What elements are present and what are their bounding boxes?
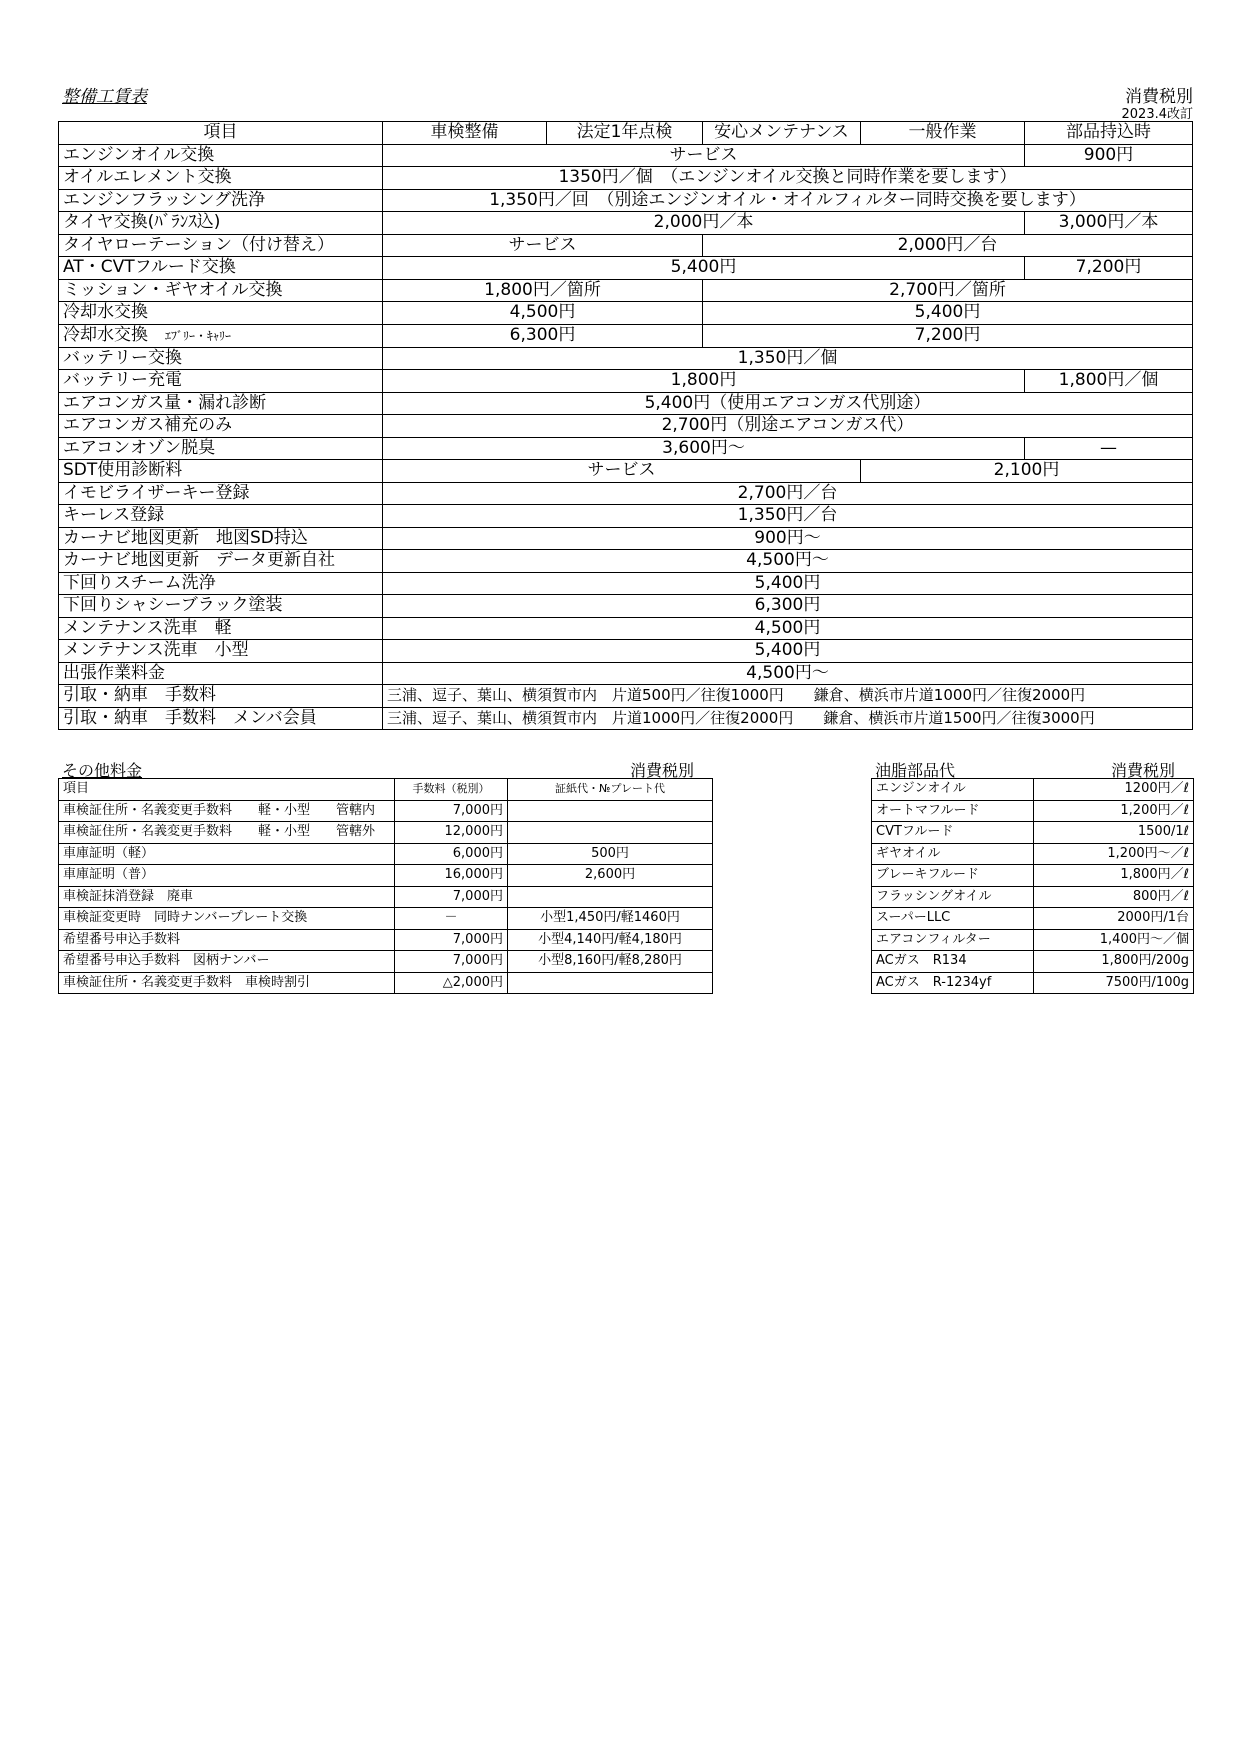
part-name: CVTフルード bbox=[872, 822, 1034, 844]
row-label: キーレス登録 bbox=[59, 505, 383, 528]
row-label: エンジンオイル交換 bbox=[59, 144, 383, 167]
table-row bbox=[59, 144, 1193, 167]
table-row bbox=[59, 302, 1193, 325]
price-cell: 5,400円（使用エアコンガス代別途） bbox=[383, 392, 1193, 415]
fee-amount: 7,000円 bbox=[395, 951, 508, 973]
fee-stamp-cost: 小型4,140円/軽4,180円 bbox=[508, 929, 713, 951]
table-row bbox=[59, 843, 713, 865]
fee-stamp-cost bbox=[508, 822, 713, 844]
fee-stamp-cost bbox=[508, 886, 713, 908]
part-price: 1,200円／ℓ bbox=[1034, 800, 1194, 822]
row-label: エアコンガス補充のみ bbox=[59, 415, 383, 438]
row-label: エアコンオゾン脱臭 bbox=[59, 437, 383, 460]
fee-amount: 6,000円 bbox=[395, 843, 508, 865]
part-price: 1,400円～／個 bbox=[1034, 929, 1194, 951]
part-name: ACガス R-1234yf bbox=[872, 972, 1034, 994]
price-cell: サービス bbox=[383, 460, 861, 483]
row-label: カーナビ地図更新 データ更新自社 bbox=[59, 550, 383, 573]
table-row bbox=[59, 257, 1193, 280]
table-header-row bbox=[59, 122, 1193, 145]
part-price: 1200円／ℓ bbox=[1034, 779, 1194, 801]
table-row bbox=[872, 908, 1194, 930]
price-cell: 3,000円／本 bbox=[1025, 212, 1193, 235]
fee-amount: 12,000円 bbox=[395, 822, 508, 844]
column-header: 法定1年点検 bbox=[547, 122, 703, 145]
fee-amount: － bbox=[395, 908, 508, 930]
price-cell: 1,350円／個 bbox=[383, 347, 1193, 370]
price-cell: 4,500円 bbox=[383, 302, 703, 325]
row-label: エンジンフラッシング洗浄 bbox=[59, 189, 383, 212]
table-row bbox=[59, 640, 1193, 663]
table-row bbox=[59, 437, 1193, 460]
price-cell: 5,400円 bbox=[383, 640, 1193, 663]
table-row bbox=[59, 189, 1193, 212]
table-row bbox=[59, 324, 1193, 347]
row-label: バッテリー交換 bbox=[59, 347, 383, 370]
price-cell: 7,200円 bbox=[703, 324, 1193, 347]
part-name: エアコンフィルター bbox=[872, 929, 1034, 951]
price-cell: サービス bbox=[383, 144, 1025, 167]
price-cell: 6,300円 bbox=[383, 324, 703, 347]
price-cell: 2,000円／本 bbox=[383, 212, 1025, 235]
price-cell: 900円 bbox=[1025, 144, 1193, 167]
other-fees-table bbox=[58, 778, 713, 994]
price-cell: 7,200円 bbox=[1025, 257, 1193, 280]
row-label-text: 冷却水交換 bbox=[63, 324, 148, 345]
fee-amount: 7,000円 bbox=[395, 929, 508, 951]
fee-stamp-cost bbox=[508, 972, 713, 994]
row-label: 引取・納車 手数料 メンバ会員 bbox=[59, 707, 383, 730]
column-header: 部品持込時 bbox=[1025, 122, 1193, 145]
part-price: 1,200円～／ℓ bbox=[1034, 843, 1194, 865]
row-label: AT・CVTフルード交換 bbox=[59, 257, 383, 280]
fee-stamp-cost bbox=[508, 800, 713, 822]
row-label: バッテリー充電 bbox=[59, 370, 383, 393]
row-label: 引取・納車 手数料 bbox=[59, 685, 383, 708]
fee-item: 車検証住所・名義変更手数料 軽・小型 管轄外 bbox=[59, 822, 395, 844]
fee-item: 希望番号申込手数料 bbox=[59, 929, 395, 951]
price-cell: 2,700円／箇所 bbox=[703, 279, 1193, 302]
price-cell: 5,400円 bbox=[383, 257, 1025, 280]
table-row bbox=[59, 167, 1193, 190]
table-row bbox=[59, 505, 1193, 528]
row-label: 出張作業料金 bbox=[59, 662, 383, 685]
table-row bbox=[59, 415, 1193, 438]
price-cell: 5,400円 bbox=[383, 572, 1193, 595]
column-header: 証紙代・№プレート代 bbox=[508, 779, 713, 801]
column-header: 車検整備 bbox=[383, 122, 547, 145]
price-cell: 三浦、逗子、葉山、横須賀市内 片道500円／往復1000円 鎌倉、横浜市片道1000円／往復2000円 bbox=[383, 685, 1193, 708]
row-label: エアコンガス量・漏れ診断 bbox=[59, 392, 383, 415]
table-row bbox=[59, 908, 713, 930]
price-cell: — bbox=[1025, 437, 1193, 460]
part-price: 1,800円/200g bbox=[1034, 951, 1194, 973]
row-label: タイヤ交換(ﾊﾞﾗﾝｽ込) bbox=[59, 212, 383, 235]
row-label: SDT使用診断料 bbox=[59, 460, 383, 483]
other-fees-tax-note: 消費税別 bbox=[630, 761, 695, 780]
oil-parts-title: 油脂部品代 bbox=[875, 761, 956, 780]
page-title: 整備工賃表 bbox=[62, 87, 147, 107]
table-row bbox=[59, 595, 1193, 618]
price-cell: 2,700円（別途エアコンガス代） bbox=[383, 415, 1193, 438]
part-price: 1,800円／ℓ bbox=[1034, 865, 1194, 887]
price-cell: 1,350円／台 bbox=[383, 505, 1193, 528]
price-cell: サービス bbox=[383, 234, 703, 257]
table-row bbox=[59, 662, 1193, 685]
table-row bbox=[59, 865, 713, 887]
tax-note: 消費税別 bbox=[1125, 87, 1193, 107]
table-row bbox=[59, 212, 1193, 235]
fee-item: 車検証抹消登録 廃車 bbox=[59, 886, 395, 908]
fee-stamp-cost: 小型8,160円/軽8,280円 bbox=[508, 951, 713, 973]
price-cell: 三浦、逗子、葉山、横須賀市内 片道1000円／往復2000円 鎌倉、横浜市片道1500円／往復3000円 bbox=[383, 707, 1193, 730]
table-row bbox=[59, 886, 713, 908]
part-price: 2000円/1台 bbox=[1034, 908, 1194, 930]
part-name: スーパーLLC bbox=[872, 908, 1034, 930]
table-row bbox=[59, 685, 1193, 708]
part-name: ブレーキフルード bbox=[872, 865, 1034, 887]
price-cell: 2,100円 bbox=[861, 460, 1193, 483]
column-header: 項目 bbox=[59, 779, 395, 801]
row-label: 冷却水交換 bbox=[59, 302, 383, 325]
table-row bbox=[59, 572, 1193, 595]
price-cell: 1,800円／個 bbox=[1025, 370, 1193, 393]
price-cell: 4,500円～ bbox=[383, 550, 1193, 573]
table-row bbox=[59, 234, 1193, 257]
table-row bbox=[872, 886, 1194, 908]
table-row bbox=[872, 822, 1194, 844]
part-name: ACガス R134 bbox=[872, 951, 1034, 973]
table-row bbox=[59, 929, 713, 951]
price-cell: 900円～ bbox=[383, 527, 1193, 550]
price-cell: 2,000円／台 bbox=[703, 234, 1193, 257]
price-cell: 1350円／個 （エンジンオイル交換と同時作業を要します） bbox=[383, 167, 1193, 190]
price-cell: 1,350円／回 （別途エンジンオイル・オイルフィルター同時交換を要します） bbox=[383, 189, 1193, 212]
fee-stamp-cost: 小型1,450円/軽1460円 bbox=[508, 908, 713, 930]
row-label bbox=[59, 324, 383, 347]
price-cell: 1,800円 bbox=[383, 370, 1025, 393]
fee-item: 車検証住所・名義変更手数料 軽・小型 管轄内 bbox=[59, 800, 395, 822]
fee-stamp-cost: 500円 bbox=[508, 843, 713, 865]
row-label: 下回りシャシーブラック塗装 bbox=[59, 595, 383, 618]
table-row bbox=[59, 392, 1193, 415]
fee-amount: 7,000円 bbox=[395, 886, 508, 908]
column-header: 手数料（税別） bbox=[395, 779, 508, 801]
column-header: 一般作業 bbox=[861, 122, 1025, 145]
revision-date: 2023.4改訂 bbox=[1121, 107, 1193, 122]
table-row bbox=[872, 800, 1194, 822]
price-cell: 2,700円／台 bbox=[383, 482, 1193, 505]
fee-item: 車庫証明（普） bbox=[59, 865, 395, 887]
price-cell: 3,600円～ bbox=[383, 437, 1025, 460]
price-cell: 4,500円 bbox=[383, 617, 1193, 640]
oil-parts-table bbox=[871, 778, 1194, 994]
row-label: タイヤローテーション（付け替え） bbox=[59, 234, 383, 257]
fee-item: 車庫証明（軽） bbox=[59, 843, 395, 865]
fee-amount: △2,000円 bbox=[395, 972, 508, 994]
table-row bbox=[59, 482, 1193, 505]
row-label: オイルエレメント交換 bbox=[59, 167, 383, 190]
table-row bbox=[872, 843, 1194, 865]
other-fees-title: その他料金 bbox=[62, 761, 143, 780]
fee-item: 車検証住所・名義変更手数料 車検時割引 bbox=[59, 972, 395, 994]
oil-parts-tax-note: 消費税別 bbox=[1111, 761, 1176, 780]
table-row bbox=[872, 929, 1194, 951]
row-label: ミッション・ギヤオイル交換 bbox=[59, 279, 383, 302]
table-row bbox=[59, 800, 713, 822]
fee-item: 車検証変更時 同時ナンバープレート交換 bbox=[59, 908, 395, 930]
fee-item: 希望番号申込手数料 図柄ナンバー bbox=[59, 951, 395, 973]
table-row bbox=[59, 951, 713, 973]
table-row bbox=[872, 972, 1194, 994]
row-label: メンテナンス洗車 小型 bbox=[59, 640, 383, 663]
price-cell: 5,400円 bbox=[703, 302, 1193, 325]
column-header: 項目 bbox=[59, 122, 383, 145]
table-row bbox=[872, 951, 1194, 973]
row-label: イモビライザーキー登録 bbox=[59, 482, 383, 505]
row-label-note: ｴﾌﾞﾘｰ・ｷｬﾘｰ bbox=[165, 328, 232, 343]
price-cell: 4,500円～ bbox=[383, 662, 1193, 685]
row-label: メンテナンス洗車 軽 bbox=[59, 617, 383, 640]
part-price: 7500円/100g bbox=[1034, 972, 1194, 994]
table-row bbox=[59, 972, 713, 994]
table-header-row bbox=[59, 779, 713, 801]
table-row bbox=[59, 617, 1193, 640]
table-row bbox=[59, 550, 1193, 573]
part-name: エンジンオイル bbox=[872, 779, 1034, 801]
table-row bbox=[59, 347, 1193, 370]
row-label: カーナビ地図更新 地図SD持込 bbox=[59, 527, 383, 550]
part-price: 1500/1ℓ bbox=[1034, 822, 1194, 844]
table-row bbox=[59, 527, 1193, 550]
table-row bbox=[59, 370, 1193, 393]
table-row bbox=[872, 865, 1194, 887]
table-row bbox=[872, 779, 1194, 801]
table-row bbox=[59, 460, 1193, 483]
labor-rate-table bbox=[58, 121, 1193, 730]
part-price: 800円／ℓ bbox=[1034, 886, 1194, 908]
column-header: 安心メンテナンス bbox=[703, 122, 861, 145]
fee-amount: 7,000円 bbox=[395, 800, 508, 822]
price-cell: 6,300円 bbox=[383, 595, 1193, 618]
fee-amount: 16,000円 bbox=[395, 865, 508, 887]
part-name: フラッシングオイル bbox=[872, 886, 1034, 908]
fee-stamp-cost: 2,600円 bbox=[508, 865, 713, 887]
price-cell: 1,800円／箇所 bbox=[383, 279, 703, 302]
table-row bbox=[59, 707, 1193, 730]
row-label: 下回りスチーム洗浄 bbox=[59, 572, 383, 595]
part-name: オートマフルード bbox=[872, 800, 1034, 822]
table-row bbox=[59, 279, 1193, 302]
part-name: ギヤオイル bbox=[872, 843, 1034, 865]
table-row bbox=[59, 822, 713, 844]
